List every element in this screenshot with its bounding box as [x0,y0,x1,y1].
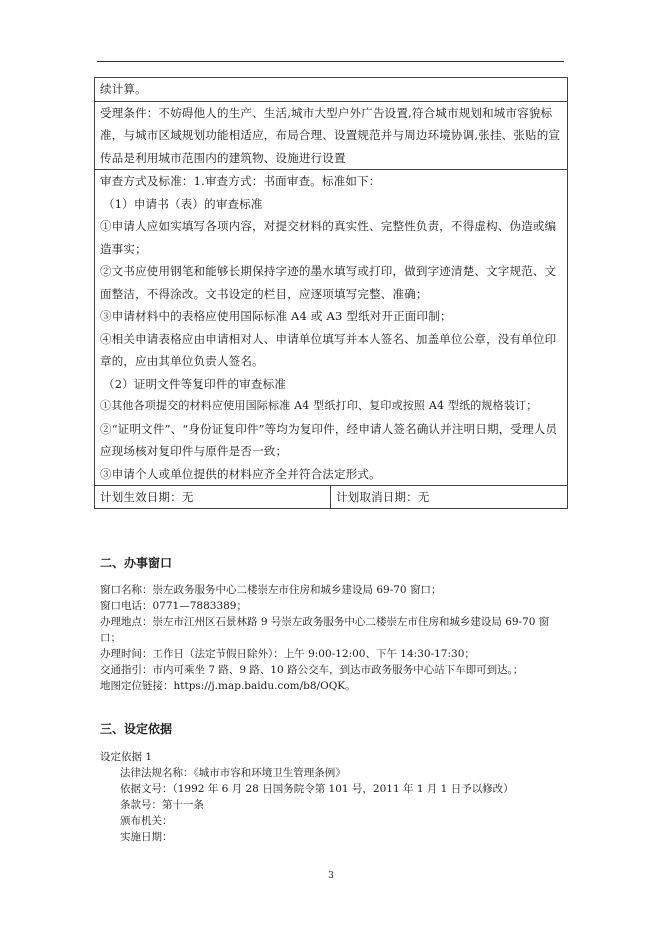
review-line: （1）申请书（表）的审查标准 [103,196,263,211]
review-line: ③申请个人或单位提供的材料应齐全并符合法定形式。 [100,466,381,481]
review-line: （2）证明文件等复印件的审查标准 [103,376,287,391]
review-line: ①其他各项提交的材料应使用国际标准 A4 型纸打印、复印或按照 A4 型纸的规格装订； [100,399,538,412]
cancel-date-cell: 计划取消日期：无 [336,490,430,504]
basis-authority: 颁布机关： [120,815,173,827]
review-line: ②“证明文件”、“身份证复印件”等均为复印件，经申请人签名确认并注明日期，受理人员应现场核对复印件与原件是否一致； [100,421,558,458]
page-number: 3 [328,871,334,881]
review-line: ①申请人应如实填写各项内容，对提交材料的真实性、完整性负责，不得虚构、伪造或编造事实； [100,219,557,256]
window-name: 窗口名称：崇左政务服务中心二楼崇左市住房和城乡建设局 69-70 窗口； [100,584,442,596]
section-heading-window: 二、办事窗口 [100,556,173,570]
review-standards-cell [95,170,567,486]
basis-effective-date: 实施日期： [120,831,173,843]
basis-law-name: 法律法规名称：《城市市容和环境卫生管理条例》 [120,767,346,779]
window-transport: 交通指引：市内可乘坐 7 路、9 路、10 路公交车，到达市政务服务中心站下车即可到达。； [100,664,524,676]
window-hours: 办理时间：工作日（法定节假日除外）：上午 9:00-12:00、下午 14:30-17:30； [100,648,475,660]
review-line: ②文书应使用钢笔和能够长期保持字迹的墨水填写或打印，做到字迹清楚、文字规范、文面整洁，不得涂改。文书设定的栏目，应逐项填写完整、准确； [100,264,557,301]
effective-date-cell: 计划生效日期：无 [95,486,331,508]
review-line: ④相关申请表格应由申请相对人、申请单位填写并本人签名、加盖单位公章，没有单位印章的，应由其单位负责人签名。 [100,331,557,368]
review-line: ③申请材料中的表格应使用国际标准 A4 或 A3 型纸对开正面印制； [100,309,452,323]
window-map-link: 地图定位链接：https://j.map.baidu.com/b8/OQK。 [100,680,356,692]
basis-block [100,749,562,845]
window-info [100,582,562,694]
dates-row [95,486,567,508]
section-heading-basis: 三、设定依据 [100,722,173,736]
continuation-cell: 续计算。 [95,78,567,102]
acceptance-conditions-cell: 受理条件：不妨碍他人的生产、生活,城市大型户外广告设置,符合城市规划和城市容貌标准，与城市区域规划功能相适应，布局合理、设置规范并与周边环境协调,张挂、张贴的宣传品是利用城市范围内的建筑物、设施进行设置 [95,102,567,171]
basis-title: 设定依据 1 [100,751,153,763]
review-line: 审查方式及标准：1.审查方式：书面审查。标准如下： [100,174,381,188]
header-rule [97,61,564,62]
info-table [94,77,568,509]
window-phone: 窗口电话：0771—7883389； [100,600,247,612]
basis-clause: 条款号：第十一条 [120,799,204,811]
basis-doc-number: 依据文号：（1992 年 6 月 28 日国务院令第 101 号，2011 年 1 月 1 日予以修改） [120,783,514,795]
window-location: 办理地点：崇左市江州区石景林路 9 号崇左政务服务中心二楼崇左市住房和城乡建设局 69-70 窗口； [100,616,550,644]
